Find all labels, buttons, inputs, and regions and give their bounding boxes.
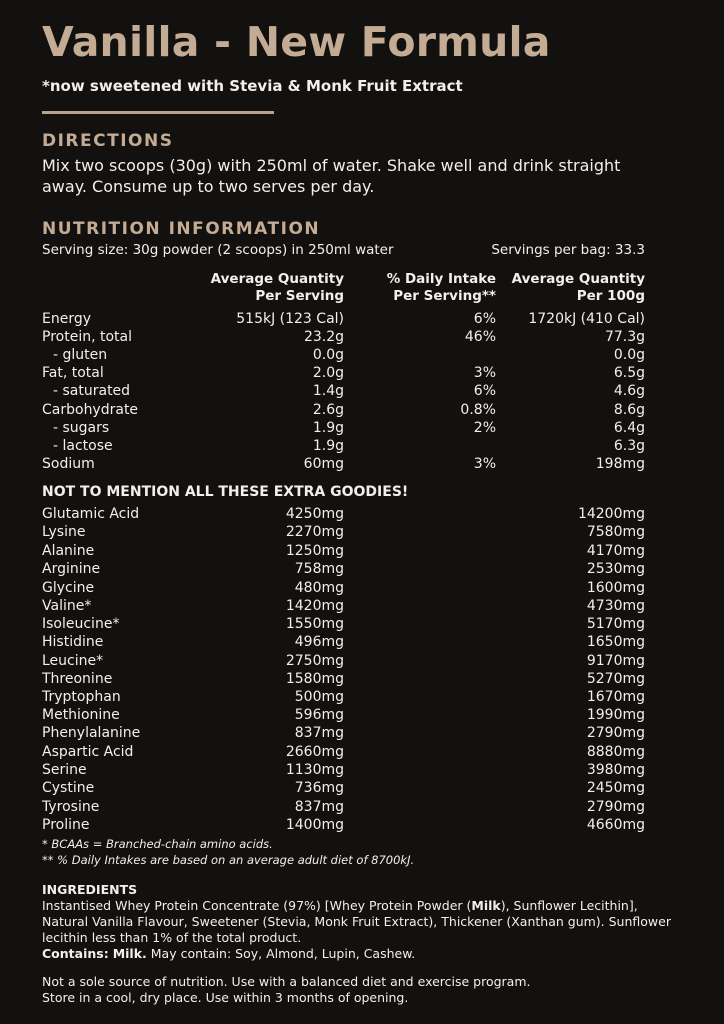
product-subtitle: *now sweetened with Stevia & Monk Fruit Extract (42, 77, 463, 95)
nutrient-per-serving: 1.9g (312, 420, 344, 436)
amino-row (0, 652, 724, 670)
amino-row (0, 743, 724, 761)
amino-per-serving: 480mg (294, 580, 344, 596)
amino-name: Proline (42, 817, 90, 833)
nutrient-per-serving: 2.6g (312, 402, 344, 418)
nutrient-per-serving: 23.2g (303, 329, 344, 345)
amino-per-100g: 5170mg (586, 616, 645, 632)
amino-per-serving: 1250mg (285, 543, 344, 559)
col-header-per-serving-line2: Per Serving (255, 288, 344, 304)
col-header-per-serving (211, 271, 344, 305)
nutrient-name: Fat, total (42, 365, 104, 381)
amino-name: Glutamic Acid (42, 506, 140, 522)
nutrition-row (0, 328, 724, 346)
nutrient-name: - gluten (53, 347, 108, 363)
amino-per-serving: 496mg (294, 634, 344, 650)
nutrient-per-serving: 0.0g (312, 347, 344, 363)
amino-name: Methionine (42, 707, 120, 723)
amino-name: Tyrosine (42, 799, 100, 815)
nutrition-row (0, 346, 724, 364)
col-header-per-100g-line2: Per 100g (576, 288, 645, 304)
amino-per-100g: 5270mg (586, 671, 645, 687)
nutrient-name: Carbohydrate (42, 402, 139, 418)
ingredients-text (42, 898, 682, 946)
ingredients-heading: INGREDIENTS (42, 882, 138, 897)
amino-name: Phenylalanine (42, 725, 141, 741)
amino-row (0, 706, 724, 724)
nutrition-row (0, 382, 724, 400)
amino-per-100g: 14200mg (577, 506, 645, 522)
amino-row (0, 597, 724, 615)
amino-name: Histidine (42, 634, 104, 650)
amino-per-serving: 837mg (294, 725, 344, 741)
amino-per-100g: 1600mg (586, 580, 645, 596)
nutrition-row (0, 310, 724, 328)
amino-name: Valine* (42, 598, 92, 614)
may-contain-list: Soy, Almond, Lupin, Cashew. (235, 946, 416, 961)
nutrient-per-serving: 1.4g (312, 383, 344, 399)
nutrition-row (0, 364, 724, 382)
amino-per-serving: 1130mg (285, 762, 344, 778)
amino-per-100g: 4660mg (586, 817, 645, 833)
amino-per-serving: 4250mg (285, 506, 344, 522)
amino-per-serving: 837mg (294, 799, 344, 815)
amino-row (0, 779, 724, 797)
nutrition-row (0, 437, 724, 455)
amino-row (0, 688, 724, 706)
amino-row (0, 633, 724, 651)
col-header-per-serving-line1: Average Quantity (210, 271, 344, 287)
amino-per-serving: 2270mg (285, 524, 344, 540)
amino-per-100g: 2450mg (586, 780, 645, 796)
amino-per-100g: 1990mg (586, 707, 645, 723)
nutrient-per-100g: 8.6g (613, 402, 645, 418)
nutrient-per-100g: 6.4g (613, 420, 645, 436)
amino-per-100g: 4170mg (586, 543, 645, 559)
col-header-per-100g (512, 271, 645, 305)
nutrient-daily-intake: 46% (464, 329, 496, 345)
amino-per-serving: 736mg (294, 780, 344, 796)
amino-per-100g: 2530mg (586, 561, 645, 577)
amino-per-100g: 3980mg (586, 762, 645, 778)
amino-name: Isoleucine* (42, 616, 120, 632)
nutrient-per-100g: 6.5g (613, 365, 645, 381)
nutrient-per-serving: 2.0g (312, 365, 344, 381)
amino-per-serving: 1420mg (285, 598, 344, 614)
nutrient-name: Sodium (42, 456, 95, 472)
nutrient-per-serving: 1.9g (312, 438, 344, 454)
amino-row (0, 560, 724, 578)
amino-per-100g: 7580mg (586, 524, 645, 540)
nutrient-daily-intake: 6% (473, 383, 496, 399)
amino-name: Glycine (42, 580, 95, 596)
amino-row (0, 761, 724, 779)
directions-heading: DIRECTIONS (42, 131, 174, 151)
col-header-daily-intake-line2: Per Serving** (393, 288, 496, 304)
amino-row (0, 523, 724, 541)
nutrient-daily-intake: 0.8% (460, 402, 496, 418)
amino-per-100g: 4730mg (586, 598, 645, 614)
amino-per-serving: 2660mg (285, 744, 344, 760)
amino-per-100g: 1650mg (586, 634, 645, 650)
nutrient-per-100g: 198mg (595, 456, 645, 472)
nutrient-per-100g: 4.6g (613, 383, 645, 399)
amino-name: Alanine (42, 543, 95, 559)
nutrient-daily-intake: 6% (473, 311, 496, 327)
amino-per-serving: 1400mg (285, 817, 344, 833)
daily-intake-note: ** % Daily Intakes are based on an average adult diet of 8700kJ. (42, 853, 415, 867)
contains-milk: Milk. (112, 946, 147, 961)
contains-label: Contains: (42, 946, 109, 961)
nutrient-daily-intake: 3% (473, 456, 496, 472)
nutrient-daily-intake: 2% (473, 420, 496, 436)
amino-name: Tryptophan (42, 689, 121, 705)
may-contain-label: May contain: (150, 946, 232, 961)
amino-row (0, 724, 724, 742)
amino-per-serving: 1580mg (285, 671, 344, 687)
amino-per-serving: 596mg (294, 707, 344, 723)
col-header-daily-intake-line1: % Daily Intake (386, 271, 496, 287)
nutrient-per-100g: 6.3g (613, 438, 645, 454)
ingredients-milk: Milk (471, 898, 501, 913)
amino-row (0, 816, 724, 834)
title-divider (42, 111, 274, 114)
nutrient-per-100g: 0.0g (613, 347, 645, 363)
nutrition-row (0, 455, 724, 473)
amino-name: Aspartic Acid (42, 744, 134, 760)
amino-name: Lysine (42, 524, 86, 540)
goodies-heading: NOT TO MENTION ALL THESE EXTRA GOODIES! (42, 484, 409, 500)
nutrient-name: Protein, total (42, 329, 132, 345)
amino-row (0, 615, 724, 633)
col-header-per-100g-line1: Average Quantity (511, 271, 645, 287)
nutrition-row (0, 401, 724, 419)
amino-name: Threonine (42, 671, 113, 687)
allergen-statement (42, 946, 682, 962)
serving-size: Serving size: 30g powder (2 scoops) in 250ml water (42, 242, 394, 258)
nutrient-name: Energy (42, 311, 92, 327)
amino-per-100g: 8880mg (586, 744, 645, 760)
product-title: Vanilla - New Formula (42, 18, 551, 66)
amino-name: Leucine* (42, 653, 104, 669)
amino-per-serving: 758mg (294, 561, 344, 577)
amino-row (0, 542, 724, 560)
amino-row (0, 579, 724, 597)
amino-per-100g: 9170mg (586, 653, 645, 669)
amino-row (0, 798, 724, 816)
amino-name: Serine (42, 762, 87, 778)
nutrient-daily-intake: 3% (473, 365, 496, 381)
servings-per-bag: Servings per bag: 33.3 (491, 242, 645, 258)
amino-per-100g: 2790mg (586, 725, 645, 741)
amino-per-serving: 500mg (294, 689, 344, 705)
directions-text: Mix two scoops (30g) with 250ml of water. Shake well and drink straight away. Consume up to two serves per day. (42, 156, 621, 196)
amino-per-100g: 1670mg (586, 689, 645, 705)
amino-per-100g: 2790mg (586, 799, 645, 815)
footer-line-2: Store in a cool, dry place. Use within 3 months of opening. (42, 990, 409, 1005)
bcaa-note: * BCAAs = Branched-chain amino acids. (42, 837, 273, 851)
nutrient-per-100g: 1720kJ (410 Cal) (528, 311, 645, 327)
nutrient-per-serving: 60mg (303, 456, 344, 472)
amino-name: Arginine (42, 561, 101, 577)
ingredients-text-before: Instantised Whey Protein Concentrate (97%) [Whey Protein Powder ( (42, 898, 472, 913)
nutrient-name: - saturated (53, 383, 131, 399)
nutrient-per-serving: 515kJ (123 Cal) (236, 311, 344, 327)
nutrient-name: - sugars (53, 420, 110, 436)
col-header-daily-intake (387, 271, 496, 305)
nutrient-per-100g: 77.3g (604, 329, 645, 345)
ingredients-text-after: ), Sunflower Lecithin], Natural Vanilla Flavour, Sweetener (Stevia, Monk Fruit Extract), Thickener (Xanthan gum). Sunflower lecithin less than 1% of the total product. (42, 898, 671, 945)
amino-name: Cystine (42, 780, 95, 796)
nutrient-name: - lactose (53, 438, 113, 454)
nutrition-row (0, 419, 724, 437)
amino-per-serving: 2750mg (285, 653, 344, 669)
amino-row (0, 505, 724, 523)
amino-per-serving: 1550mg (285, 616, 344, 632)
footer-line-1: Not a sole source of nutrition. Use with a balanced diet and exercise program. (42, 974, 531, 989)
nutrition-heading: NUTRITION INFORMATION (42, 219, 321, 239)
amino-row (0, 670, 724, 688)
